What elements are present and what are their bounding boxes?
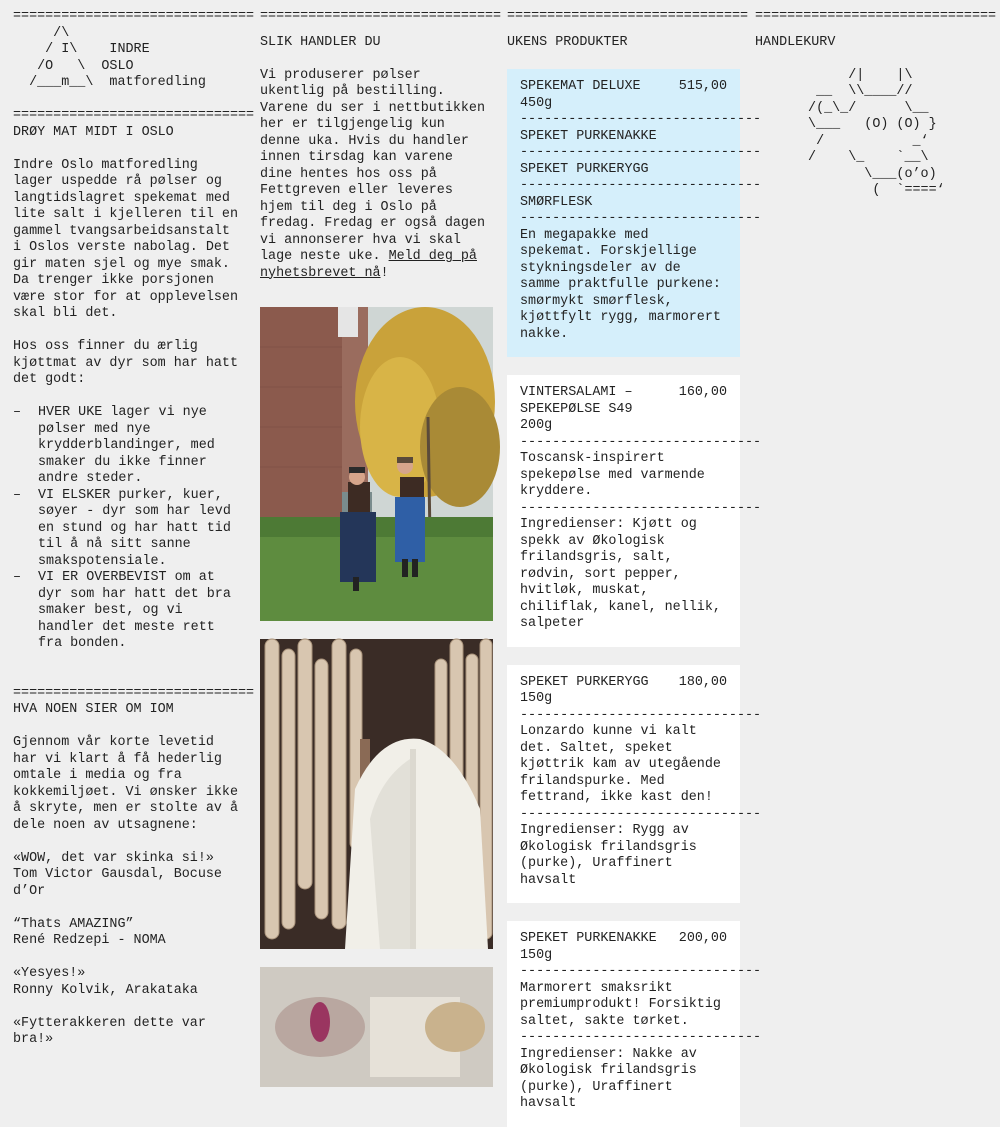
divider: ==============================	[13, 9, 255, 24]
product-weight: 450g	[520, 95, 553, 111]
product-weight: 200g	[520, 418, 553, 433]
product-name: SPEKET PURKERYGG	[520, 674, 649, 690]
product-name: SPEKEMAT DELUXE	[520, 79, 641, 94]
logo[interactable]: /\ / I\ INDRE /O \ OSLO /___m__\ matforedling	[29, 25, 206, 90]
about-paragraph-1: Indre Oslo matforedling lager uspedde rå pølser og langtidslagret spekemat med lite salt i kjelleren til en gammel tvangsarbeidsanstalt i Oslos verste nabolag. Det gir maten sjel og mye smak. Da trenger ikke porsjonen være stor for at opplevelsen skal bli det.	[13, 157, 238, 321]
product-part: SMØRFLESK	[520, 194, 593, 210]
product-name: SPEKET PURKENAKKE	[520, 931, 657, 946]
about-column	[13, 0, 255, 1049]
product-card[interactable]	[507, 375, 762, 647]
list-item-bold: VI ELSKER	[38, 487, 111, 503]
about-title: DRØY MAT MIDT I OSLO	[13, 124, 174, 140]
product-part: SPEKET PURKENAKKE	[520, 128, 657, 144]
divider: ------------------------------	[520, 806, 762, 822]
divider: ------------------------------	[520, 211, 762, 226]
reviews-intro: Gjennom vår korte levetid har vi klart å få hederlig omtale i media og fra kokkemiljøet. Vi ønsker ikke å skryte, men er stolte av å dele noen av utsagnene:	[13, 735, 238, 833]
howto-after-link: !	[380, 265, 389, 281]
review-quote: “Thats AMAZING”	[13, 916, 134, 932]
review-author: Tom Victor Gausdal, Bocuse d’Or	[13, 867, 222, 899]
divider: ------------------------------	[520, 500, 762, 516]
divider: ------------------------------	[520, 1030, 762, 1045]
product-card[interactable]	[507, 665, 762, 904]
divider: ------------------------------	[520, 964, 762, 979]
cart-column	[755, 0, 997, 200]
review-quote: «WOW, det var skinka si!»	[13, 850, 214, 866]
product-ingredients: Ingredienser: Rygg av Økologisk frilandsgris (purke), Uraffinert havsalt	[520, 823, 697, 888]
sausage-cellar-photo	[260, 639, 493, 949]
divider: ------------------------------	[520, 434, 762, 450]
product-weight: 150g	[520, 947, 553, 963]
product-price: 515,00	[678, 79, 727, 94]
product-name: VINTERSALAMI – SPEKEPØLSE S49	[520, 385, 633, 417]
list-item-text: om at dyr som har hatt det bra smaker best, og vi handler det meste rett fra bonden.	[38, 570, 231, 651]
list-item: – VI ELSKER purker, kuer, søyer - dyr som har levd en stund og har hatt tid til å nå sitt sanne smakspotensiale.	[13, 487, 231, 569]
cart-pig-art: /| |\ __ \\____// /(_\_/ \__ \___ (O) (O) } / _‘ / \_ `__\ \___(o’o) ( `====‘	[808, 67, 945, 198]
review	[13, 917, 246, 950]
list-item-bold: HVER UKE	[38, 405, 103, 420]
divider: ==============================	[755, 9, 997, 24]
butchers-photo	[260, 307, 493, 621]
howto-column	[260, 0, 502, 1087]
product-description: Toscansk-inspirert spekepølse med varmende kryddere.	[520, 451, 705, 499]
product-part: SPEKET PURKERYGG	[520, 161, 649, 177]
list-item-bold: VI ER OVERBEVIST	[38, 570, 167, 585]
products-title: UKENS PRODUKTER	[507, 34, 628, 50]
product-weight: 150g	[520, 691, 553, 706]
howto-text	[260, 68, 493, 283]
product-card[interactable]	[507, 921, 762, 1127]
product-price: 180,00	[678, 674, 727, 690]
product-description: Marmorert smaksrikt premiumprodukt! Forsiktig saltet, sakte tørket.	[520, 980, 721, 1029]
product-price: 160,00	[678, 385, 727, 400]
review-author: Ronny Kolvik, Arakataka	[13, 982, 198, 998]
product-ingredients: Ingredienser: Kjøtt og spekk av Økologisk frilandsgris, salt, rødvin, sort pepper, hvitløk, muskat, chiliflak, kanel, nellik, salpeter	[520, 517, 721, 631]
meat-photo	[260, 967, 493, 1087]
review-author: René Redzepi - NOMA	[13, 933, 166, 948]
list-item-text: purker, kuer, søyer - dyr som har levd en stund og har hatt tid til å nå sitt sanne smakspotensiale.	[38, 487, 231, 569]
howto-title: SLIK HANDLER DU	[260, 34, 381, 50]
product-description: Lonzardo kunne vi kalt det. Saltet, speket kjøttrik kam av utegående frilandspurke. Med fettrand, ikke kast den!	[520, 724, 721, 805]
divider: ==============================	[260, 9, 502, 24]
list-item-text: lager vi nye pølser med nye krydderblandinger, med smaker du ikke finner andre steder.	[38, 405, 215, 486]
about-paragraph-2: Hos oss finner du ærlig kjøttmat av dyr som har hatt det godt:	[13, 339, 238, 387]
divider: ------------------------------	[520, 178, 762, 193]
about-list	[13, 405, 246, 653]
review	[13, 1016, 246, 1049]
cart-title[interactable]: HANDLEKURV	[755, 34, 836, 50]
product-card-featured[interactable]	[507, 69, 762, 357]
list-item: – HVER UKE lager vi nye pølser med nye krydderblandinger, med smaker du ikke finner andre steder.	[13, 405, 215, 486]
products-column	[507, 0, 762, 1127]
list-item: – VI ER OVERBEVIST om at dyr som har hatt det bra smaker best, og vi handler det meste rett fra bonden.	[13, 570, 231, 651]
review	[13, 966, 246, 999]
product-ingredients: Ingredienser: Nakke av Økologisk frilandsgris (purke), Uraffinert havsalt	[520, 1046, 697, 1111]
howto-body: Vi produserer pølser ukentlig på bestilling. Varene du ser i nettbutikken her er tilgjengelig kun denne uka. Hvis du handler innen tirsdag kan varene dine hentes hos oss på Fettgreven eller leveres hjem til deg i Oslo på fredag. Fredag er også dagen vi annonserer hva vi skal lage neste uke.	[260, 67, 485, 264]
reviews-title: HVA NOEN SIER OM IOM	[13, 702, 174, 717]
divider: ==============================	[13, 685, 255, 701]
review-quote: «Yesyes!»	[13, 966, 86, 981]
divider: ------------------------------	[520, 112, 762, 127]
newsletter-link[interactable]: Meld deg på nyhetsbrevet nå	[260, 249, 477, 281]
divider: ==============================	[13, 108, 255, 123]
review	[13, 851, 246, 901]
product-price: 200,00	[678, 931, 727, 946]
review-quote: «Fytterakkeren dette var bra!»	[13, 1015, 206, 1047]
divider: ------------------------------	[520, 145, 762, 160]
divider: ==============================	[507, 9, 749, 24]
product-description: En megapakke med spekemat. Forskjellige stykningsdeler av de samme praktfulle purkene: smørmykt smørflesk, kjøttfylt rygg, marmorert nakke.	[520, 227, 721, 342]
divider: ------------------------------	[520, 707, 762, 723]
